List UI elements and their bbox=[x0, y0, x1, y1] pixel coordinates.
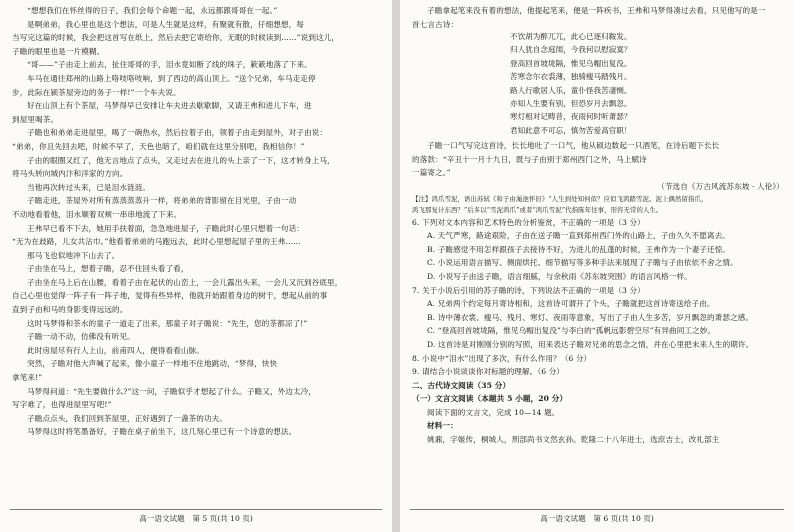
poem-line: 登高回首坡垅隔，惟见乌帽出复没。 bbox=[510, 58, 632, 68]
text-line: 好在山顶上有个茶屋，马梦得早已安排让车夫进去歇歇脚，又请王弗和进儿下车，进 bbox=[27, 101, 312, 111]
question-8: 8. 小说中“泪水”出现了多次，有什么作用？（6 分） bbox=[412, 353, 592, 363]
intro-line: 首七言古诗： bbox=[412, 19, 459, 29]
page-footer: 高一语文试题 第 6 页(共 10 页) bbox=[540, 514, 654, 523]
text-line: 子由坐在马上后在山腰，看着子由在起伏的山峦上，一会儿露出头来，一会儿又沉到谷底里， bbox=[27, 277, 343, 287]
subsection-heading: （一）文言文阅读（本题共 5 小题，20 分） bbox=[412, 394, 568, 404]
text-line: 直到子由和马的身影变得远远的。 bbox=[12, 305, 128, 315]
text-line: 步，此际在颍茶屋旁边的务子一样!”一个车夫说。 bbox=[12, 87, 181, 97]
text-line: “无为在歧路，儿女共沾巾。”他看着弟弟的马跑远去，此时心里想起屋子里的王弗…… bbox=[12, 237, 301, 247]
instruction: 阅读下面的文言文，完成 10—14 题。 bbox=[427, 407, 560, 417]
text-line: 那马飞也似地冲下山去了。 bbox=[27, 250, 120, 260]
text-line: 是啊弟弟，我心里也是这个想法，可是人生就是这样，有聚就有散，仔细想想，每 bbox=[27, 19, 304, 29]
poem-line: 寒灯相对记畴昔，夜雨何时听萧瑟？ bbox=[510, 112, 632, 122]
intro-line: 子瞻拿起笔来没有着的想法，他提起笔来，便是一阵疾书，王弗和马梦得凑过去看，只见他写的是一 bbox=[427, 6, 766, 15]
option: D. 这首诗是对刚刚分别的写照，用来表达子瞻对兄弟的思念之情，并在心里把未来人生的期许。 bbox=[427, 339, 754, 349]
option: B. 子瞻感觉不用怎样跟孩子去接待不好，为进儿的乱蓬的时候，王弗作为一个妻子还惊。 bbox=[427, 244, 731, 254]
text-line: 马梦得这时将笔墨备好，子瞻在桌子前坐下，这几刻心里已有一个诗意的想法。 bbox=[27, 427, 297, 437]
text-line: 王弗早已看不下去，她用手扶着面，急急地进屋子，子瞻此时心里只想着一句话： bbox=[27, 223, 304, 233]
footer-rule bbox=[410, 509, 784, 510]
material-label: 材料一： bbox=[427, 421, 458, 431]
footer-rule bbox=[10, 509, 382, 510]
page-6 bbox=[400, 0, 794, 532]
question-6: 6. 下列对文本内容和艺术特色的分析鉴赏，不正确的一项是（3 分） bbox=[412, 217, 645, 227]
after-poem-line: 一篇寄之。” bbox=[412, 168, 451, 178]
poem-block bbox=[510, 30, 632, 137]
text-line: 到屋里喝茶。 bbox=[12, 114, 59, 124]
option: C. “登高回首坡垅隔，惟见乌帽出复没”与李白的“孤帆远影碧空尽”有异曲同工之妙。 bbox=[427, 326, 716, 336]
text-line: 子瞻点点头，我们回到茶屋里，正好遇到了一盏茶的功夫。 bbox=[27, 413, 228, 423]
poem-line: 归人犹自念庭闱，今我何以慰寂寞？ bbox=[510, 45, 632, 55]
text-line: 写字难了，也得进屋里写吧!” bbox=[12, 400, 112, 410]
source-citation: （节选自《万古风流苏东坡 · 人伦》） bbox=[657, 181, 784, 191]
question-9: 9. 请结合小说谈谈你对标题的理解。（6 分） bbox=[412, 367, 565, 377]
text-line: 自己心里也觉得一阵子有一阵子地，觉得有些异样，他就开始跟着身边的树干，想起从前的事 bbox=[12, 291, 328, 301]
text-line: 马梦得问道：“先生要做什么?”这一问，子瞻似乎才想起了什么。子瞻又，外边太冷， bbox=[27, 386, 317, 396]
text-line: “哥——”子由走上前去，扯住哥哥的手，泪水竟如断了线的珠子，簌簌地落了下来。 bbox=[27, 60, 312, 70]
poem-line: 君知此意不可忘，慎勿苦爱高官职！ bbox=[510, 125, 632, 135]
page-footer: 高一语文试题 第 5 页(共 10 页) bbox=[139, 514, 253, 523]
question-7: 7. 关于小说后引用的苏子瞻的诗，下列说法不正确的一项是（3 分） bbox=[412, 285, 645, 295]
option: C. 小说运用语言描写、侧面烘托、细节描写等多种手法来展现了子瞻与子由依依不舍之情。 bbox=[427, 258, 738, 268]
text-line: “弟弟，你且先回去吧，时候不早了，天色也暗了，咱们就在这里分别吧，我相信你！” bbox=[12, 141, 305, 151]
text-line: 将马头转向城内汴和洋家的方向。 bbox=[12, 169, 128, 179]
left-text-column bbox=[12, 4, 382, 439]
page-5 bbox=[0, 0, 392, 532]
text-line: 子瞻走进，茶屋外对所有蒸蒸蒸蒸升一样，将弟弟的背影留在目光里，子由一动 bbox=[27, 196, 297, 206]
text-line: 不动地看着他，泪水顺着双颊一串串地流了下来。 bbox=[12, 209, 182, 219]
text-line: 子瞻一动不动，仿佛没有听见。 bbox=[27, 332, 135, 342]
option: A. 兄弟两个约定每月寄诗相和，这首诗可谓开了个头，子瞻就把这首诗寄送给子由。 bbox=[427, 299, 715, 309]
poem-line: 苦寒念尔衣裘薄，独骑瘦马踏残月。 bbox=[510, 72, 632, 82]
text-line: 子由的眼圈又红了，他无言地点了点头，又走过去在进儿的头上亲了一下，这才转身上马， bbox=[27, 155, 335, 165]
after-poem-line: 的落款：“辛丑十一月十九日，既与子由别于郑州西门之外，马上赋诗 bbox=[412, 154, 647, 164]
poem-line: 亦知人生要有别，但恐岁月去飘忽。 bbox=[510, 99, 632, 109]
section-heading: 二、古代诗文阅读（35 分） bbox=[412, 380, 511, 390]
text-line: 子瞻也和弟弟走进屋里，喝了一碗热水，然后拉着子由，领着子由走到屋外，对子由说： bbox=[27, 128, 328, 138]
text-line: 子瞻的眼里也是一片模糊。 bbox=[12, 46, 105, 56]
annotation-note: 鸿飞那复计东西？”后多以“雪泥鸿爪”或者“鸿爪雪泥”代指陈年往事，形容无常的人生。 bbox=[412, 205, 663, 214]
after-poem-line: 子瞻一口气写完这首诗，长长地吐了一口气，他从硕边数起一只酒笔，在诗后题下长长 bbox=[427, 141, 720, 151]
option: B. 诗中薄衣裳、瘦马、残月、寒灯、夜雨等意象，写出了子由人生多苦，岁月飘忽的萧瑟之感。 bbox=[427, 312, 754, 322]
text-line: 子由坐在马上，想着子瞻，忍不住回头看了看， bbox=[27, 264, 189, 274]
option: A. 天气严寒，路途艰险，子由在送子瞻一直到郑州西门外的山路上，子由久久不愿离去。 bbox=[427, 231, 730, 241]
text-line: 突然，子瞻对他大声喊了起来，像小童子一样地不住地跳动，“梦得，快快 bbox=[27, 359, 278, 369]
text-line: 这时马梦得和茶水的童子一道走了出来，那童子对子瞻说：“先生，您的茶都凉了!” bbox=[27, 318, 308, 328]
text-line: 车马在通往郑州的山路上咯吱咯吱响，到了西边的高山顶上。“送个兄弟，车马走走停 bbox=[27, 73, 316, 83]
text-line: 拿笔来!” bbox=[12, 373, 43, 383]
option: D. 小说写子由送子瞻，语言细腻，与余秋雨《苏东坡突围》的语言风格一样。 bbox=[427, 271, 692, 281]
annotation-note: 【注】鸿爪雪泥，语出苏轼《和子由渑池怀旧》“人生到处知何似？应似飞鸿踏雪泥。泥上偶然留指爪， bbox=[412, 194, 708, 203]
text-line: 此时房屋尽有行人上山，前甫四人，便得看看山脉。 bbox=[27, 345, 204, 355]
poem-line: 路人行歌居人乐，童仆怪我苦凄恻。 bbox=[510, 85, 632, 95]
page-gutter bbox=[392, 0, 400, 532]
text-line: 当写完这篇的时候，我会把这首写在纸上，然后去把它寄给你，无眠的时候读到……”说到这儿， bbox=[12, 33, 340, 43]
material-text: 姚鼐，字姬传，桐城人，刑部尚书文然玄孙。乾隆二十八年进士，选庶吉士，改礼部主 bbox=[427, 435, 720, 445]
text-line: 当他再次转过头来，已是泪水涟涟。 bbox=[27, 182, 151, 192]
text-line: “想想我们在怀丝得的日子，我们会每个命题一起，永远都跟哥哥在一起。” bbox=[27, 6, 278, 15]
poem-line: 不饮胡为醉兀兀，此心已逐归鞍发。 bbox=[510, 32, 632, 41]
